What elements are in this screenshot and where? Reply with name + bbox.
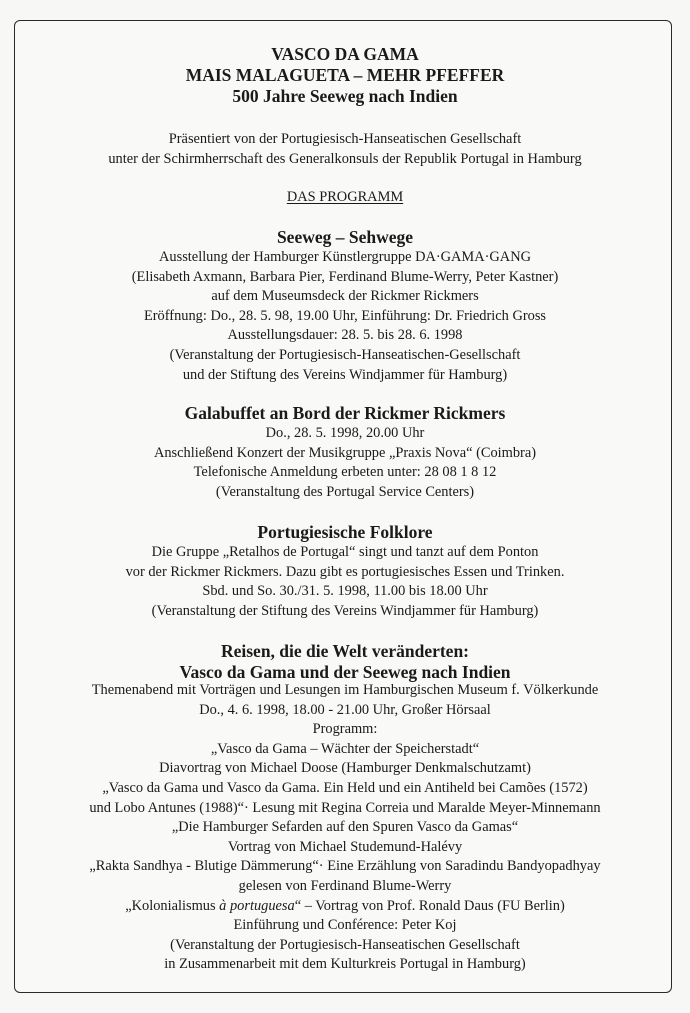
- programm-heading-block: [0, 188, 690, 208]
- section-line: (Veranstaltung des Portugal Service Centers): [215, 483, 475, 500]
- section-line: und der Stiftung des Vereins Windjammer für Hamburg): [182, 366, 508, 383]
- section-line: Telefonische Anmeldung erbeten unter: 28 08 1 8 12: [193, 464, 497, 481]
- presented-by: [0, 130, 690, 169]
- kolonial-post: “ – Vortrag von Prof. Ronald Daus (FU Berlin): [294, 897, 565, 914]
- section-title: Reisen, die die Welt veränderten:: [220, 641, 470, 661]
- header-title: VASCO DA GAMA: [271, 44, 419, 64]
- section-line: Die Gruppe „Retalhos de Portugal“ singt und tanzt auf dem Ponton: [151, 544, 539, 560]
- kolonial-italic: à portuguesa: [219, 897, 295, 914]
- section-line: vor der Rickmer Rickmers. Dazu gibt es portugiesisches Essen und Trinken.: [125, 563, 565, 580]
- section-themenabend: [0, 641, 690, 975]
- section-seeweg: [0, 227, 690, 385]
- section-line: „Vasco da Gama und Vasco da Gama. Ein Held und ein Antiheld bei Camões (1572): [102, 779, 588, 796]
- section-line: (Veranstaltung der Portugiesisch-Hanseatischen Gesellschaft: [170, 936, 520, 953]
- section-subtitle: Vasco da Gama und der Seeweg nach Indien: [179, 662, 511, 682]
- section-line: Diavortrag von Michael Doose (Hamburger Denkmalschutzamt): [159, 760, 531, 777]
- section-line: Einführung und Conférence: Peter Koj: [233, 917, 457, 934]
- section-line: Vortrag von Michael Studemund-Halévy: [227, 838, 463, 855]
- section-line: Programm:: [312, 721, 378, 738]
- section-title: Portugiesische Folklore: [257, 522, 433, 542]
- section-line: (Veranstaltung der Portugiesisch-Hanseatischen-Gesellschaft: [169, 346, 521, 363]
- section-line: Do., 28. 5. 1998, 20.00 Uhr: [265, 425, 425, 441]
- kolonial-pre: „Kolonialismus: [125, 897, 220, 914]
- section-folklore: [0, 522, 690, 621]
- section-title: Seeweg – Sehwege: [276, 227, 414, 247]
- section-line: Ausstellungsdauer: 28. 5. bis 28. 6. 1998: [227, 327, 463, 344]
- section-line: (Veranstaltung der Stiftung des Vereins Windjammer für Hamburg): [151, 602, 539, 619]
- section-line: Themenabend mit Vorträgen und Lesungen im Hamburgischen Museum f. Völkerkunde: [91, 682, 599, 698]
- patronage-line: unter der Schirmherrschaft des Generalkonsuls der Republik Portugal in Hamburg: [108, 150, 582, 167]
- section-line: und Lobo Antunes (1988)“· Lesung mit Regina Correia und Maralde Meyer-Minnemann: [89, 799, 601, 816]
- section-line: „Vasco da Gama – Wächter der Speicherstadt“: [210, 740, 480, 757]
- section-line: Eröffnung: Do., 28. 5. 98, 19.00 Uhr, Einführung: Dr. Friedrich Gross: [143, 307, 547, 324]
- section-line: Sbd. und So. 30./31. 5. 1998, 11.00 bis 18.00 Uhr: [202, 583, 488, 600]
- section-line: in Zusammenarbeit mit dem Kulturkreis Portugal in Hamburg): [164, 956, 526, 973]
- section-line: auf dem Museumsdeck der Rickmer Rickmers: [211, 288, 479, 305]
- header-tagline: 500 Jahre Seeweg nach Indien: [232, 86, 458, 106]
- section-line: Do., 4. 6. 1998, 18.00 - 21.00 Uhr, Großer Hörsaal: [199, 701, 491, 718]
- header: [0, 44, 690, 107]
- section-line: Ausstellung der Hamburger Künstlergruppe DA·GAMA·GANG: [159, 249, 531, 265]
- section-line: gelesen von Ferdinand Blume-Werry: [238, 877, 452, 894]
- section-line: Anschließend Konzert der Musikgruppe „Praxis Nova“ (Coimbra): [153, 444, 537, 461]
- section-line: (Elisabeth Axmann, Barbara Pier, Ferdinand Blume-Werry, Peter Kastner): [131, 268, 559, 285]
- kolonialismus-line: [0, 897, 690, 917]
- programm-heading: DAS PROGRAMM: [286, 189, 404, 205]
- presented-line: Präsentiert von der Portugiesisch-Hanseatischen Gesellschaft: [168, 131, 522, 147]
- section-title: Galabuffet an Bord der Rickmer Rickmers: [184, 403, 506, 423]
- section-galabuffet: [0, 403, 690, 502]
- section-line: „Die Hamburger Sefarden auf den Spuren Vasco da Gamas“: [171, 819, 519, 836]
- header-subtitle: MAIS MALAGUETA – MEHR PFEFFER: [185, 65, 505, 85]
- section-line: „Rakta Sandhya - Blutige Dämmerung“· Eine Erzählung von Saradindu Bandyopadhyay: [89, 858, 601, 875]
